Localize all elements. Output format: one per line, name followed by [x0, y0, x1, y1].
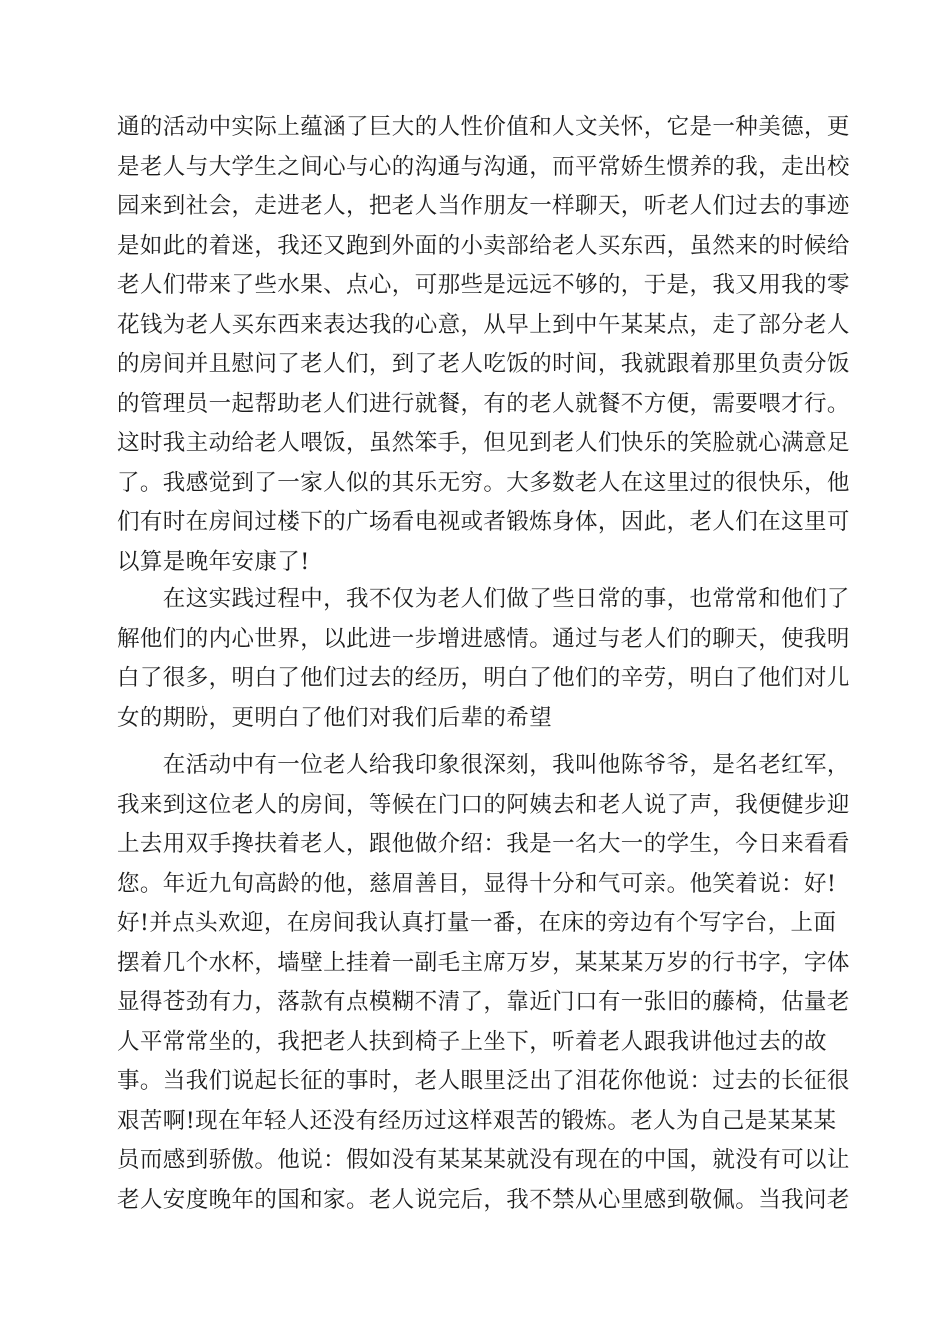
text-line: 您。年近九旬高龄的他，慈眉善目，显得十分和气可亲。他笑着说：好!	[117, 870, 837, 897]
text-line: 的房间并且慰问了老人们，到了老人吃饭的时间，我就跟着那里负责分饭	[117, 351, 850, 377]
text-line: 在这实践过程中，我不仅为老人们做了些日常的事，也常常和他们了	[117, 586, 850, 612]
text-line: 老人安度晚年的国和家。老人说完后，我不禁从心里感到敬佩。当我问老	[117, 1186, 850, 1213]
text-line: 解他们的内心世界，以此进一步增进感情。通过与老人们的聊天，使我明	[117, 625, 850, 652]
text-line: 以算是晚年安康了!	[117, 548, 310, 575]
text-line: 我来到这位老人的房间，等候在门口的阿姨去和老人说了声，我便健步迎	[117, 791, 850, 818]
text-line: 是如此的着迷，我还又跑到外面的小卖部给老人买东西，虽然来的时候给	[117, 232, 850, 259]
text-line: 是老人与大学生之间心与心的沟通与沟通，而平常娇生惯养的我，走出校	[117, 153, 850, 180]
text-line: 事。当我们说起长征的事时，老人眼里泛出了泪花你他说：过去的长征很	[117, 1068, 850, 1094]
text-line: 艰苦啊!现在年轻人还没有经历过这样艰苦的锻炼。老人为自己是某某某	[117, 1107, 837, 1134]
text-line: 这时我主动给老人喂饭，虽然笨手，但见到老人们快乐的笑脸就心满意足	[117, 430, 850, 456]
text-line: 老人们带来了些水果、点心，可那些是远远不够的，于是，我又用我的零	[117, 272, 850, 298]
paragraph-2	[117, 580, 850, 738]
text-line: 了。我感觉到了一家人似的其乐无穷。大多数老人在这里过的很快乐，他	[117, 469, 850, 496]
text-line: 园来到社会，走进老人，把老人当作朋友一样聊天，听老人们过去的事迹	[117, 193, 850, 219]
text-line: 员而感到骄傲。他说：假如没有某某某就没有现在的中国，就没有可以让	[117, 1147, 850, 1173]
text-line: 在活动中有一位老人给我印象很深刻，我叫他陈爷爷，是名老红军，	[117, 752, 850, 778]
text-line: 显得苍劲有力，落款有点模糊不清了，靠近门口有一张旧的藤椅，估量老	[117, 989, 850, 1015]
text-line: 上去用双手搀扶着老人，跟他做介绍：我是一名大一的学生，今日来看看	[117, 831, 850, 857]
text-line: 人平常常坐的，我把老人扶到椅子上坐下，听着老人跟我讲他过去的故	[117, 1028, 827, 1055]
text-line: 好!并点头欢迎，在房间我认真打量一番，在床的旁边有个写字台，上面	[117, 910, 837, 936]
text-line: 的管理员一起帮助老人们进行就餐，有的老人就餐不方便，需要喂才行。	[117, 390, 850, 417]
paragraph-1	[117, 108, 850, 582]
text-line: 女的期盼，更明白了他们对我们后辈的希望	[117, 704, 553, 731]
text-line: 通的活动中实际上蕴涵了巨大的人性价值和人文关怀，它是一种美德，更	[117, 114, 850, 140]
paragraph-3	[117, 746, 850, 1220]
text-line: 白了很多，明白了他们过去的经历，明白了他们的辛劳，明白了他们对儿	[117, 665, 850, 691]
text-line: 们有时在房间过楼下的广场看电视或者锻炼身体，因此，老人们在这里可	[117, 509, 850, 535]
text-line: 摆着几个水杯，墙壁上挂着一副毛主席万岁，某某某万岁的行书字，字体	[117, 949, 850, 976]
text-line: 花钱为老人买东西来表达我的心意，从早上到中午某某点，走了部分老人	[117, 311, 850, 338]
